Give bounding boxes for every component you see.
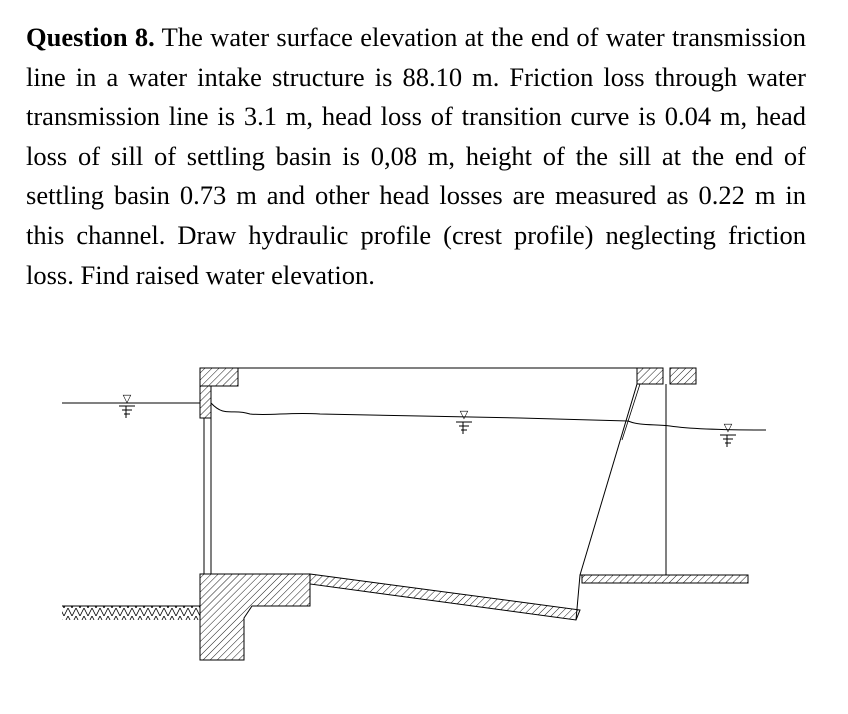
outlet-wall-top-left bbox=[637, 368, 663, 384]
svg-text:▽: ▽ bbox=[122, 392, 132, 405]
outlet-wall-top-right bbox=[670, 368, 696, 384]
upstream-water-level-icon bbox=[119, 392, 135, 418]
basin-floor bbox=[310, 574, 580, 620]
question-text bbox=[26, 18, 806, 295]
downstream-water-level-icon bbox=[720, 421, 736, 447]
outlet-slope-line bbox=[580, 384, 637, 575]
svg-text:▽: ▽ bbox=[723, 421, 733, 434]
settling-basin-figure bbox=[0, 350, 848, 714]
downstream-water-surface bbox=[628, 421, 766, 430]
question-body: The water surface elevation at the end of water transmission line in a water intake structure is 88.10 m. Friction loss through water transmission line is 3.1 m, head loss of transition curve is 0.04 m, head loss of sill of settling basin is 0,08 m, height of the sill at the end of settling basin 0.73 m and other head losses are measured as 0.22 m in this channel. Draw hydraulic profile (crest profile) neglecting friction loss. Find raised water elevation. bbox=[26, 22, 806, 290]
inlet-foundation bbox=[200, 574, 310, 660]
outlet-slope-line-inner bbox=[622, 384, 640, 440]
downstream-floor bbox=[582, 575, 748, 583]
basin-water-surface bbox=[211, 403, 628, 421]
svg-text:▽: ▽ bbox=[459, 408, 469, 421]
inlet-wall-lip bbox=[200, 386, 211, 418]
inlet-wall-top bbox=[200, 368, 238, 386]
upstream-ground bbox=[62, 606, 200, 620]
basin-water-level-icon bbox=[456, 408, 472, 434]
question-title: Question 8. bbox=[26, 22, 155, 52]
